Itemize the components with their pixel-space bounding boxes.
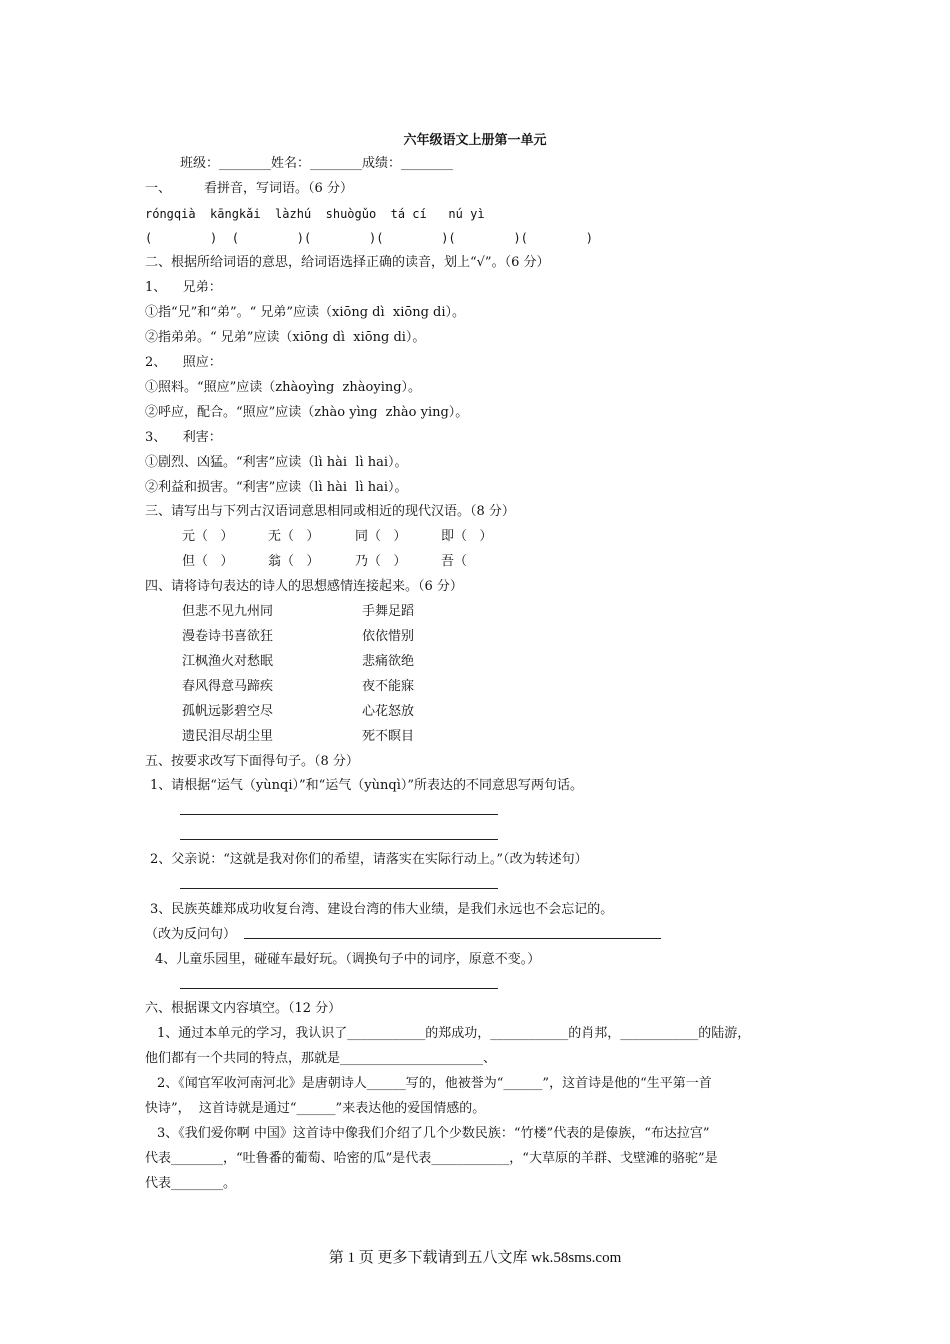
word-3-label: 3、 利害： [145, 430, 222, 445]
emotion-word: 手舞足蹈 [362, 604, 415, 619]
section-3-heading: 三、请写出与下列古汉语词意思相同或相近的现代汉语。（8 分） [145, 504, 515, 519]
classical-word: 吾（ [441, 554, 468, 569]
word-1-label: 1、 兄弟： [145, 280, 222, 295]
emotion-word: 心花怒放 [362, 704, 415, 719]
poem-line: 但悲不见九州同 [182, 604, 274, 619]
classical-word: 即（ ） [441, 529, 493, 544]
emotion-word: 依依惜别 [362, 629, 415, 644]
poem-line: 孤帆远影碧空尽 [182, 704, 274, 719]
classical-word: 无（ ） [268, 529, 320, 544]
fill-in-paragraph-3-cont: 代表________，“吐鲁番的葡萄、哈密的瓜”是代表____________，“大草原的羊群、戈壁滩的骆驼”是 [145, 1151, 718, 1166]
fill-in-paragraph-3: 3、《我们爱你啊 中国》这首诗中像我们介绍了几个少数民族：“竹楼”代表的是傣族，“布达拉宫” [157, 1126, 710, 1141]
word-1-option-a: ①指“兄”和“弟”。“ 兄弟”应读（xiōng dì xiōng di）。 [145, 305, 466, 320]
fill-in-paragraph-2-cont: 快诗”， 这首诗就是通过“______”来表达他的爱国情感的。 [145, 1101, 486, 1116]
answer-line [180, 814, 498, 815]
page-title: 六年级语文上册第一单元 [403, 133, 547, 148]
rewrite-question-3: 3、民族英雄郑成功收复台湾、建设台湾的伟大业绩，是我们永远也不会忘记的。 [150, 902, 614, 917]
pinyin-line: róngqià kāngkǎi làzhú shuògǔo tá cí nú yì [145, 207, 485, 221]
word-1-option-b: ②指弟弟。“ 兄弟”应读（xiōng dì xiōng di）。 [145, 330, 426, 345]
rewrite-question-3-instruction: （改为反问句） [145, 927, 237, 942]
answer-line [180, 839, 498, 840]
emotion-word: 悲痛欲绝 [362, 654, 415, 669]
fill-in-paragraph-3-end: 代表________。 [145, 1176, 237, 1191]
fill-in-paragraph-2: 2、《闻官军收河南河北》是唐朝诗人______写的，他被誉为“______”，这首诗是他的“生平第一首 [157, 1076, 712, 1091]
word-3-option-b: ②利益和损害。“利害”应读（lì hài lì hai）。 [145, 480, 408, 495]
poem-line: 漫卷诗书喜欲狂 [182, 629, 274, 644]
rewrite-question-1: 1、请根据“运气（yùnqi）”和“运气（yùnqì）”所表达的不同意思写两句话。 [150, 778, 583, 793]
answer-blanks-line: ( ) ( )( )( )( )( ) [145, 231, 593, 245]
answer-line [244, 938, 661, 939]
classical-word: 元（ ） [182, 529, 234, 544]
poem-line: 遗民泪尽胡尘里 [182, 729, 274, 744]
word-2-option-b: ②呼应，配合。“照应”应读（zhào yìng zhào ying）。 [145, 405, 469, 420]
rewrite-question-2: 2、父亲说：“这就是我对你们的希望，请落实在实际行动上。”（改为转述句） [150, 852, 588, 867]
word-2-option-a: ①照料。“照应”应读（zhàoyìng zhàoying）。 [145, 380, 422, 395]
classical-word: 同（ ） [355, 529, 407, 544]
section-2-heading: 二、根据所给词语的意思，给词语选择正确的读音，划上“√”。（6 分） [145, 255, 550, 270]
word-3-option-a: ①剧烈、凶猛。“利害”应读（lì hài lì hai）。 [145, 455, 408, 470]
answer-line [180, 888, 498, 889]
emotion-word: 死不瞑目 [362, 729, 415, 744]
fill-in-paragraph-1-cont: 他们都有一个共同的特点，那就是______________________、 [145, 1051, 497, 1066]
classical-word: 但（ ） [182, 554, 234, 569]
poem-line: 春风得意马蹄疾 [182, 679, 274, 694]
emotion-word: 夜不能寐 [362, 679, 415, 694]
section-5-heading: 五、按要求改写下面得句子。（8 分） [145, 754, 359, 769]
section-1-heading: 一、 看拼音，写词语。（6 分） [145, 181, 353, 196]
rewrite-question-4: 4、儿童乐园里，碰碰车最好玩。（调换句子中的词序，原意不变。） [155, 952, 541, 967]
word-2-label: 2、 照应： [145, 355, 222, 370]
page-footer: 第 1 页 更多下载请到五八文库 wk.58sms.com [328, 1250, 622, 1266]
section-4-heading: 四、请将诗句表达的诗人的思想感情连接起来。（6 分） [145, 579, 463, 594]
section-6-heading: 六、根据课文内容填空。（12 分） [145, 1001, 342, 1016]
poem-line: 江枫渔火对愁眠 [182, 654, 274, 669]
classical-word: 乃（ ） [355, 554, 407, 569]
fill-in-paragraph-1: 1、通过本单元的学习，我认识了____________的郑成功，____________的肖邦，____________的陆游， [157, 1026, 751, 1041]
classical-word: 翁（ ） [268, 554, 320, 569]
student-info-line: 班级：________姓名：________成绩：________ [180, 156, 454, 171]
answer-line [180, 988, 498, 989]
